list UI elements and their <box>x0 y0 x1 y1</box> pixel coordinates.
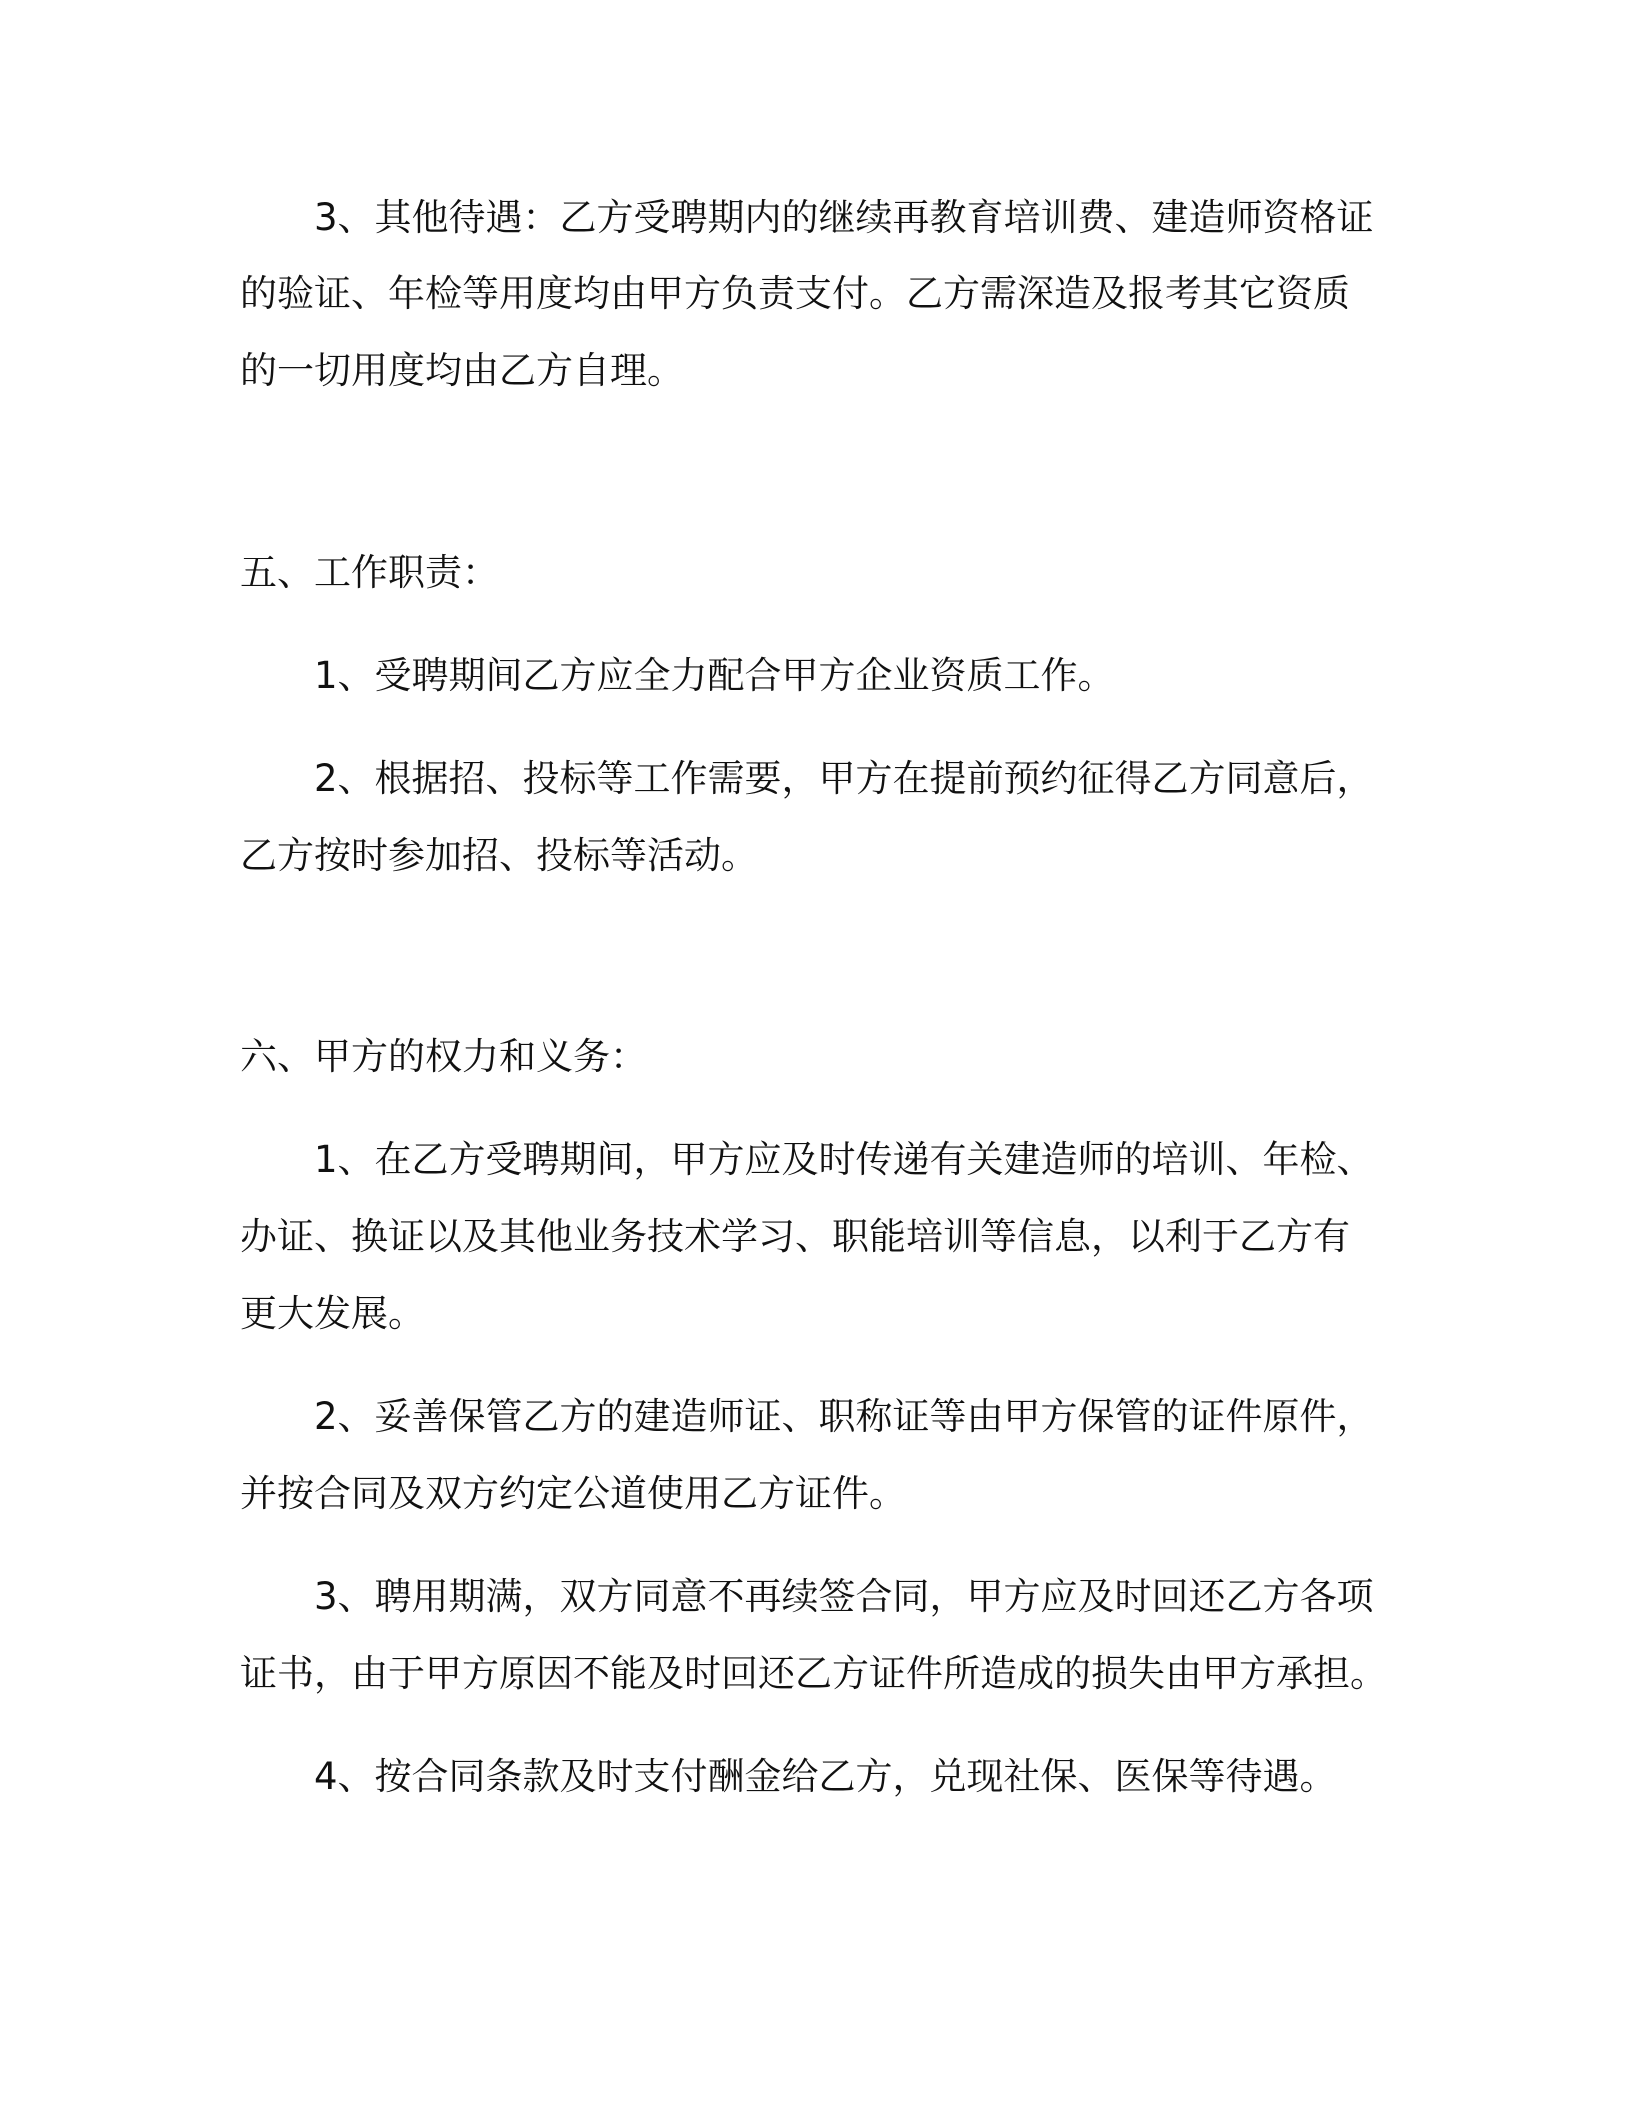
section6-item2-line2: 并按合同及双方约定公道使用乙方证件。 <box>240 1472 906 1515</box>
section5-item1: 1、受聘期间乙方应全力配合甲方企业资质工作。 <box>314 654 1115 697</box>
section4-item3-line1: 3、其他待遇：乙方受聘期内的继续再教育培训费、建造师资格证 <box>314 196 1374 239</box>
section6-item1-line3: 更大发展。 <box>240 1292 425 1335</box>
section6-item1-line2: 办证、换证以及其他业务技术学习、职能培训等信息，以利于乙方有 <box>240 1215 1350 1258</box>
section6-item2-line1: 2、妥善保管乙方的建造师证、职称证等由甲方保管的证件原件， <box>314 1395 1374 1438</box>
section4-item3-line3: 的一切用度均由乙方自理。 <box>240 349 684 392</box>
section5-heading: 五、工作职责： <box>240 551 499 594</box>
section5-item2-line2: 乙方按时参加招、投标等活动。 <box>240 834 758 877</box>
section6-item3-line1: 3、聘用期满，双方同意不再续签合同，甲方应及时回还乙方各项 <box>314 1575 1374 1618</box>
section6-item4: 4、按合同条款及时支付酬金给乙方，兑现社保、医保等待遇。 <box>314 1755 1337 1798</box>
section6-item1-line1: 1、在乙方受聘期间，甲方应及时传递有关建造师的培训、年检、 <box>314 1138 1374 1181</box>
section4-item3-line2: 的验证、年检等用度均由甲方负责支付。乙方需深造及报考其它资质 <box>240 272 1350 315</box>
section6-item3-line2: 证书，由于甲方原因不能及时回还乙方证件所造成的损失由甲方承担。 <box>240 1652 1387 1695</box>
section5-item2-line1: 2、根据招、投标等工作需要，甲方在提前预约征得乙方同意后， <box>314 757 1374 800</box>
section6-heading: 六、甲方的权力和义务： <box>240 1035 647 1078</box>
